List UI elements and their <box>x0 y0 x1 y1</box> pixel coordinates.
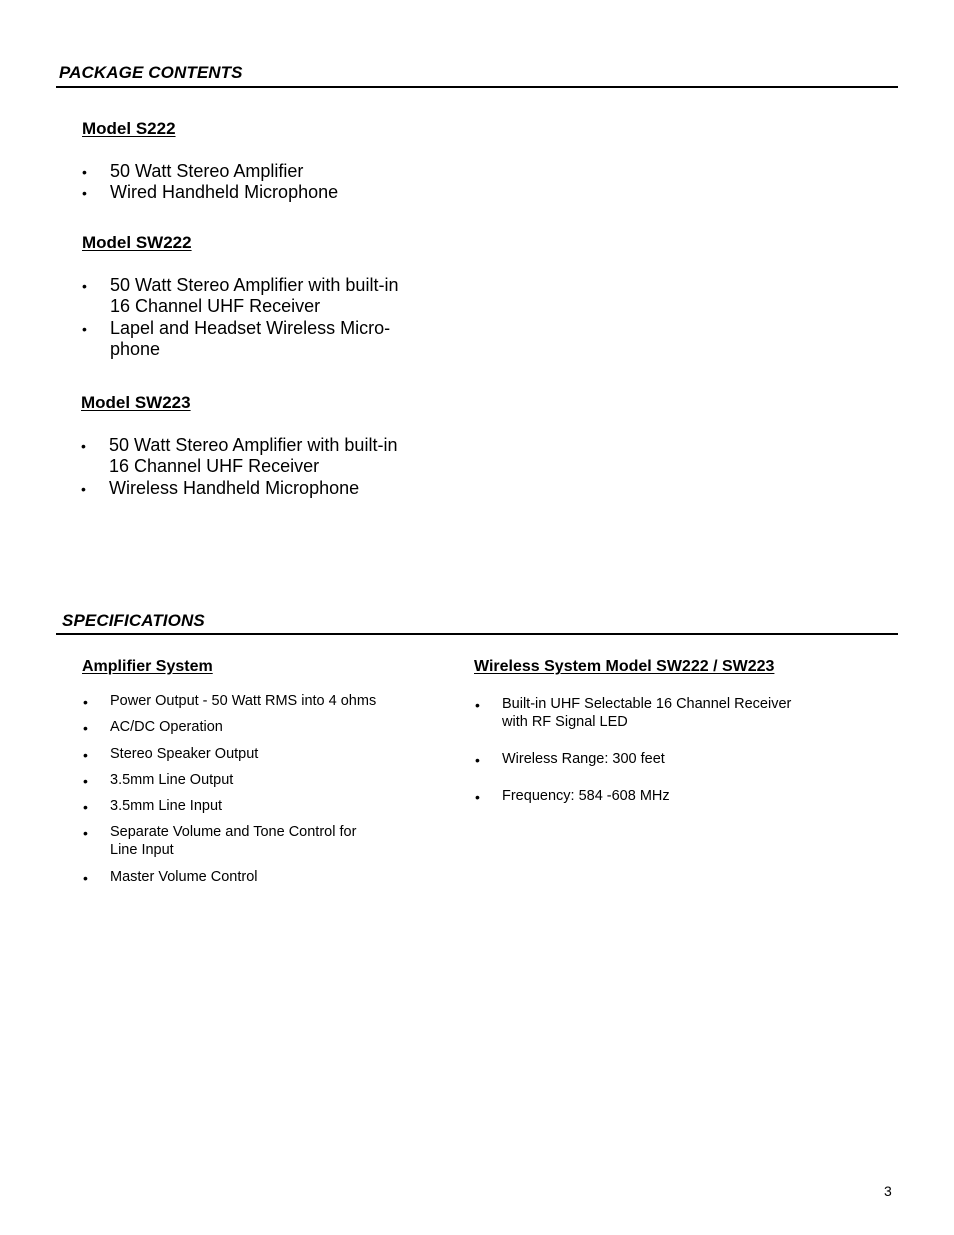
list-item: AC/DC Operation <box>110 719 223 735</box>
list-item: Master Volume Control <box>110 869 258 885</box>
list-item: 50 Watt Stereo Amplifier <box>110 161 304 181</box>
bullet-glyph: • <box>83 870 88 886</box>
amplifier-system-title: Amplifier System <box>82 658 213 675</box>
page-number: 3 <box>884 1183 892 1199</box>
specifications-heading: SPECIFICATIONS <box>62 611 205 630</box>
bullet-glyph: • <box>81 481 86 497</box>
bullet-glyph: • <box>83 747 88 763</box>
package-contents-rule <box>56 86 898 88</box>
bullet-glyph: • <box>83 799 88 815</box>
list-item: 3.5mm Line Input <box>110 798 223 814</box>
wireless-system-title: Wireless System Model SW222 / SW223 <box>474 658 775 675</box>
list-item: 50 Watt Stereo Amplifier with built-in 16 Channel UHF Receiver <box>109 435 398 476</box>
bullet-glyph: • <box>82 321 87 337</box>
list-item: Frequency: 584 -608 MHz <box>502 788 670 804</box>
model-sw222-title: Model SW222 <box>82 233 192 252</box>
list-item: Built-in UHF Selectable 16 Channel Receiver with RF Signal LED <box>502 696 792 730</box>
bullet-glyph: • <box>83 694 88 710</box>
list-item: Lapel and Headset Wireless Micro- phone <box>110 318 391 359</box>
bullet-glyph: • <box>83 720 88 736</box>
bullet-glyph: • <box>475 697 480 713</box>
list-item: Wireless Handheld Microphone <box>109 478 360 498</box>
model-sw223-title: Model SW223 <box>81 393 191 412</box>
list-item: Wired Handheld Microphone <box>110 182 339 202</box>
specifications-rule <box>56 633 898 635</box>
list-item: Wireless Range: 300 feet <box>502 751 665 767</box>
bullet-glyph: • <box>83 825 88 841</box>
list-item: 50 Watt Stereo Amplifier with built-in 16 Channel UHF Receiver <box>110 275 399 316</box>
bullet-glyph: • <box>82 278 87 294</box>
bullet-glyph: • <box>81 438 86 454</box>
bullet-glyph: • <box>82 185 87 201</box>
model-s222-title: Model S222 <box>82 119 176 138</box>
bullet-glyph: • <box>83 773 88 789</box>
list-item: 3.5mm Line Output <box>110 772 234 788</box>
list-item: Separate Volume and Tone Control for Line Input <box>110 824 357 858</box>
bullet-glyph: • <box>475 789 480 805</box>
bullet-glyph: • <box>82 164 87 180</box>
bullet-glyph: • <box>475 752 480 768</box>
list-item: Stereo Speaker Output <box>110 746 259 762</box>
list-item: Power Output - 50 Watt RMS into 4 ohms <box>110 693 377 709</box>
package-contents-heading: PACKAGE CONTENTS <box>59 63 243 82</box>
